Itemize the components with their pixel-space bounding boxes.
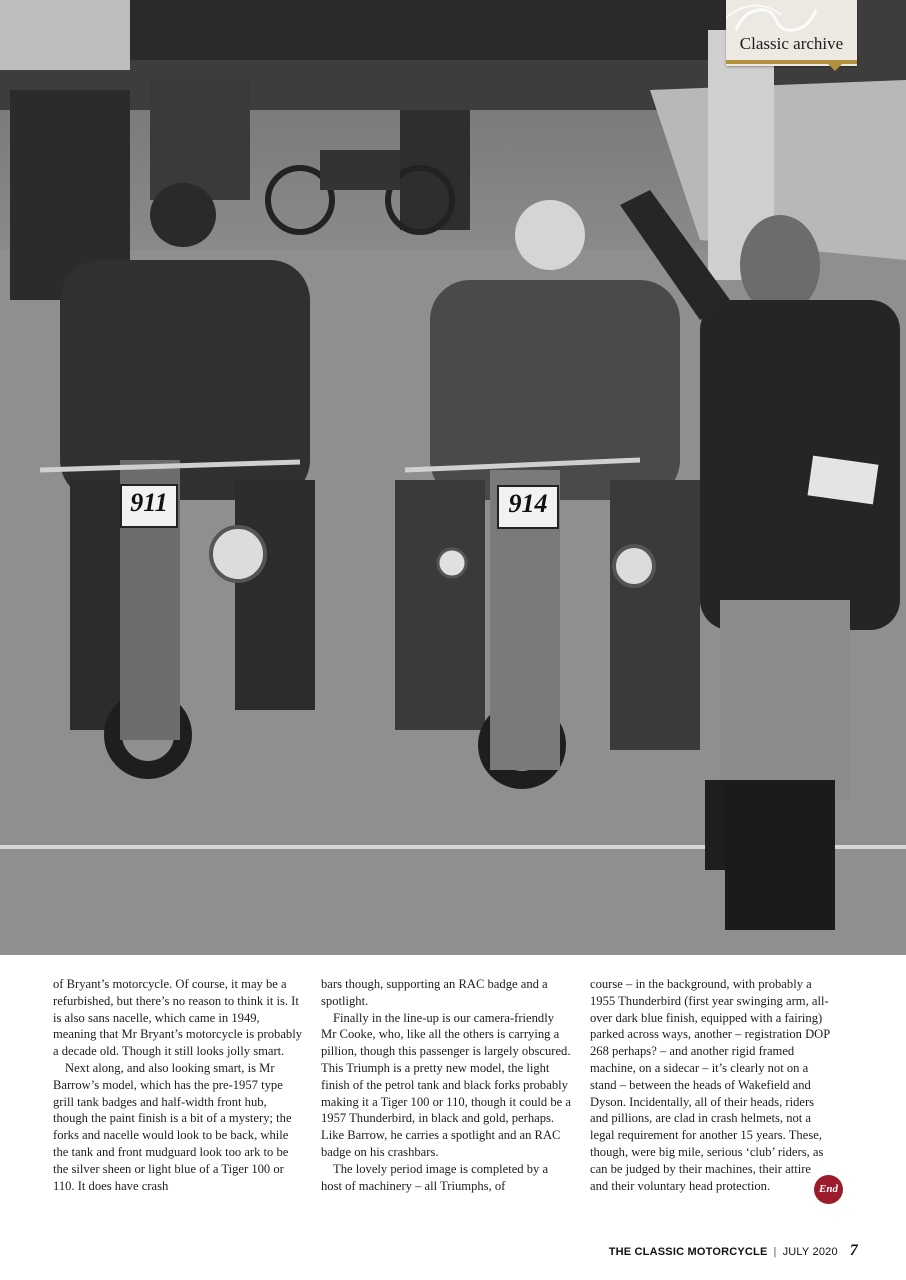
end-badge: End: [814, 1175, 843, 1204]
paragraph: Finally in the line-up is our camera-friendly Mr Cooke, who, like all the others is carrying a pillion, though this passenger is largely obscured. This Triumph is a pretty new model, the light finish of the petrol tank and black forks probably making it a Tiger 100 or 110, though it could be a 1957 Thunderbird, in black and gold, perhaps. Like Barrow, he carries a spotlight and an RAC badge on his crashbars.: [321, 1010, 571, 1159]
swirl-decoration-icon: [726, 0, 857, 34]
text-column-3: [590, 976, 830, 1194]
paragraph: The lovely period image is completed by a host of machinery – all Triumphs, of: [321, 1161, 549, 1193]
paragraph: course – in the background, with probably a 1955 Thunderbird (first year swinging arm, all-over dark blue finish, equipped with a fairing) parked across ways, another – registration DOP 268 perhaps? – and another rigid framed machine, on a sidecar – it’s clearly not on a stand – between the heads of Wakefield and Dyson. Incidentally, all of their heads, riders and pillions, are clad in crash helmets, not a legal requirement for another 15 years. These, though, were big mile, serious ‘club’ riders, as can be judged by their machines, their attire and their voluntary head protection.: [590, 977, 830, 1193]
issue-date: JULY 2020: [782, 1246, 838, 1258]
page-footer: [609, 1242, 858, 1260]
footer-separator: |: [773, 1246, 777, 1258]
paragraph: bars though, supporting an RAC badge and a spotlight.: [321, 977, 548, 1008]
paragraph: Next along, and also looking smart, is Mr Barrow’s model, which has the pre-1957 type grill tank badges and half-width front hub, though the paint finish is a bit of a mystery; the forks and nacelle would look to be back, while the tank and front mudguard look too ark to be the silver sheen or light blue of a Tiger 100 or 110. It does have crash: [53, 1060, 292, 1193]
page-number: 7: [849, 1242, 858, 1259]
section-tab-label: Classic archive: [739, 34, 844, 53]
plate-914: 914: [508, 489, 548, 518]
section-tab: [726, 0, 857, 66]
section-tab-arrow-icon: [828, 64, 842, 71]
plate-911: 911: [130, 488, 168, 517]
paragraph: of Bryant’s motorcycle. Of course, it may be a refurbished, but there’s no reason to think it is. It is also sans nacelle, which came in 1949, meaning that Mr Bryant’s motorcycle is probably a decade old. Though it still looks jolly smart.: [53, 977, 303, 1059]
text-column-2: [321, 976, 571, 1194]
publication-name: THE CLASSIC MOTORCYCLE: [608, 1246, 768, 1258]
text-column-1: [53, 976, 303, 1194]
